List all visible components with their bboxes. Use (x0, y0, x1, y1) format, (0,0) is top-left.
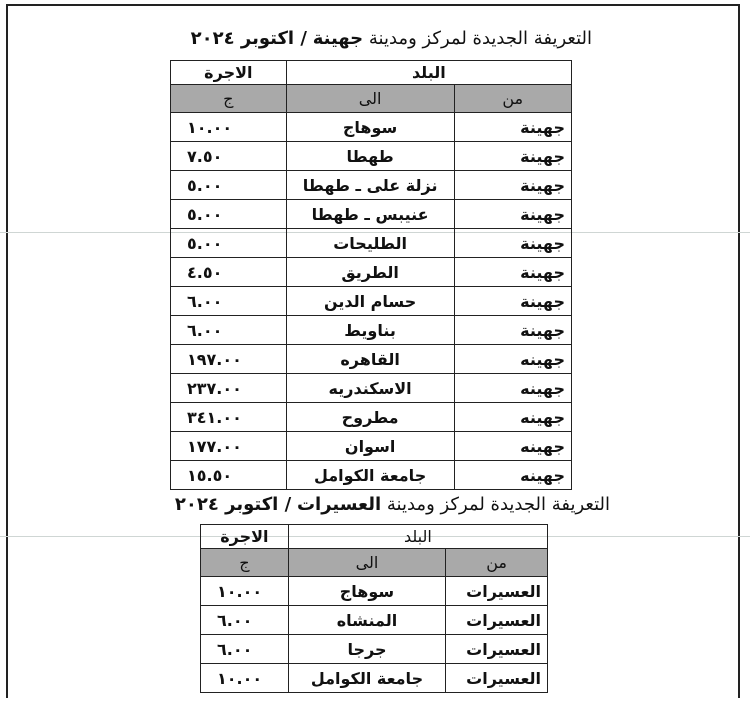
cell-fare: ٥.٠٠ (171, 200, 287, 229)
table-row (171, 258, 572, 287)
cell-to: اسوان (286, 432, 454, 461)
heading-prefix: التعريفة الجديدة لمركز ومدينة (386, 494, 610, 515)
cell-from: جهينة (454, 287, 571, 316)
cell-fare: ١٠.٠٠ (171, 113, 287, 142)
heading-prefix: التعريفة الجديدة لمركز ومدينة (368, 28, 592, 49)
cell-to: المنشاه (288, 606, 446, 635)
tariff-table-asirat (200, 524, 548, 693)
cell-to: سوهاج (288, 577, 446, 606)
table-row (201, 577, 548, 606)
cell-to: جامعة الكوامل (286, 461, 454, 490)
cell-fare: ٢٣٧.٠٠ (171, 374, 287, 403)
cell-from: جهينه (454, 345, 571, 374)
cell-from: جهينة (454, 229, 571, 258)
column-header-place: البلد (286, 61, 571, 85)
cell-fare: ٧.٥٠ (171, 142, 287, 171)
cell-to: نزلة على ـ طهطا (286, 171, 454, 200)
cell-fare: ١٠.٠٠ (201, 577, 289, 606)
cell-to: القاهره (286, 345, 454, 374)
column-header-currency: ج (201, 549, 289, 577)
cell-from: العسيرات (446, 577, 548, 606)
cell-fare: ٦.٠٠ (171, 287, 287, 316)
table-subheader-row (201, 549, 548, 577)
cell-from: جهينة (454, 171, 571, 200)
table-row (171, 374, 572, 403)
cell-fare: ١٥.٥٠ (171, 461, 287, 490)
table-row (171, 403, 572, 432)
column-header-from: من (446, 549, 548, 577)
column-header-to: الى (286, 85, 454, 113)
cell-from: جهينه (454, 432, 571, 461)
cell-from: العسيرات (446, 606, 548, 635)
cell-from: جهينة (454, 316, 571, 345)
cell-to: بناويط (286, 316, 454, 345)
column-header-currency: ج (171, 85, 287, 113)
cell-fare: ١٩٧.٠٠ (171, 345, 287, 374)
cell-from: جهينه (454, 403, 571, 432)
section-heading-juhayna (191, 28, 592, 49)
cell-from: جهينة (454, 258, 571, 287)
cell-fare: ٥.٠٠ (171, 229, 287, 258)
table-row (171, 461, 572, 490)
heading-city: جهينة (312, 28, 364, 49)
table-row (171, 113, 572, 142)
cell-fare: ١٠.٠٠ (201, 664, 289, 693)
cell-from: جهينة (454, 200, 571, 229)
tariff-table-juhayna (170, 60, 572, 490)
table-header-row (171, 61, 572, 85)
table-header-row (201, 525, 548, 549)
cell-to: الطليحات (286, 229, 454, 258)
cell-from: العسيرات (446, 635, 548, 664)
cell-to: سوهاج (286, 113, 454, 142)
table-row (171, 200, 572, 229)
heading-suffix: / اكتوبر ٢٠٢٤ (190, 28, 307, 49)
table-row (171, 171, 572, 200)
table-row (171, 142, 572, 171)
cell-from: جهينه (454, 374, 571, 403)
column-header-place: البلد (288, 525, 547, 549)
table-row (171, 316, 572, 345)
cell-from: جهينه (454, 461, 571, 490)
table-row (171, 229, 572, 258)
heading-suffix: / اكتوبر ٢٠٢٤ (174, 494, 292, 515)
table-row (171, 287, 572, 316)
cell-fare: ٣٤١.٠٠ (171, 403, 287, 432)
cell-to: عنيبس ـ طهطا (286, 200, 454, 229)
cell-fare: ٦.٠٠ (171, 316, 287, 345)
cell-to: مطروح (286, 403, 454, 432)
cell-from: جهينة (454, 142, 571, 171)
cell-fare: ١٧٧.٠٠ (171, 432, 287, 461)
cell-to: الاسكندريه (286, 374, 454, 403)
cell-fare: ٦.٠٠ (201, 606, 289, 635)
cell-fare: ٤.٥٠ (171, 258, 287, 287)
cell-to: طهطا (286, 142, 454, 171)
column-header-to: الى (288, 549, 446, 577)
table-row (201, 606, 548, 635)
heading-city: العسيرات (296, 494, 382, 515)
cell-fare: ٦.٠٠ (201, 635, 289, 664)
cell-to: جرجا (288, 635, 446, 664)
column-header-fare: الاجرة (201, 525, 289, 549)
table-row (201, 664, 548, 693)
column-header-from: من (454, 85, 571, 113)
section-heading-asirat (175, 494, 610, 515)
column-header-fare: الاجرة (171, 61, 287, 85)
cell-to: الطريق (286, 258, 454, 287)
table-subheader-row (171, 85, 572, 113)
cell-to: جامعة الكوامل (288, 664, 446, 693)
cell-fare: ٥.٠٠ (171, 171, 287, 200)
cell-from: جهينة (454, 113, 571, 142)
cell-to: حسام الدين (286, 287, 454, 316)
cell-from: العسيرات (446, 664, 548, 693)
table-row (201, 635, 548, 664)
table-row (171, 432, 572, 461)
table-row (171, 345, 572, 374)
